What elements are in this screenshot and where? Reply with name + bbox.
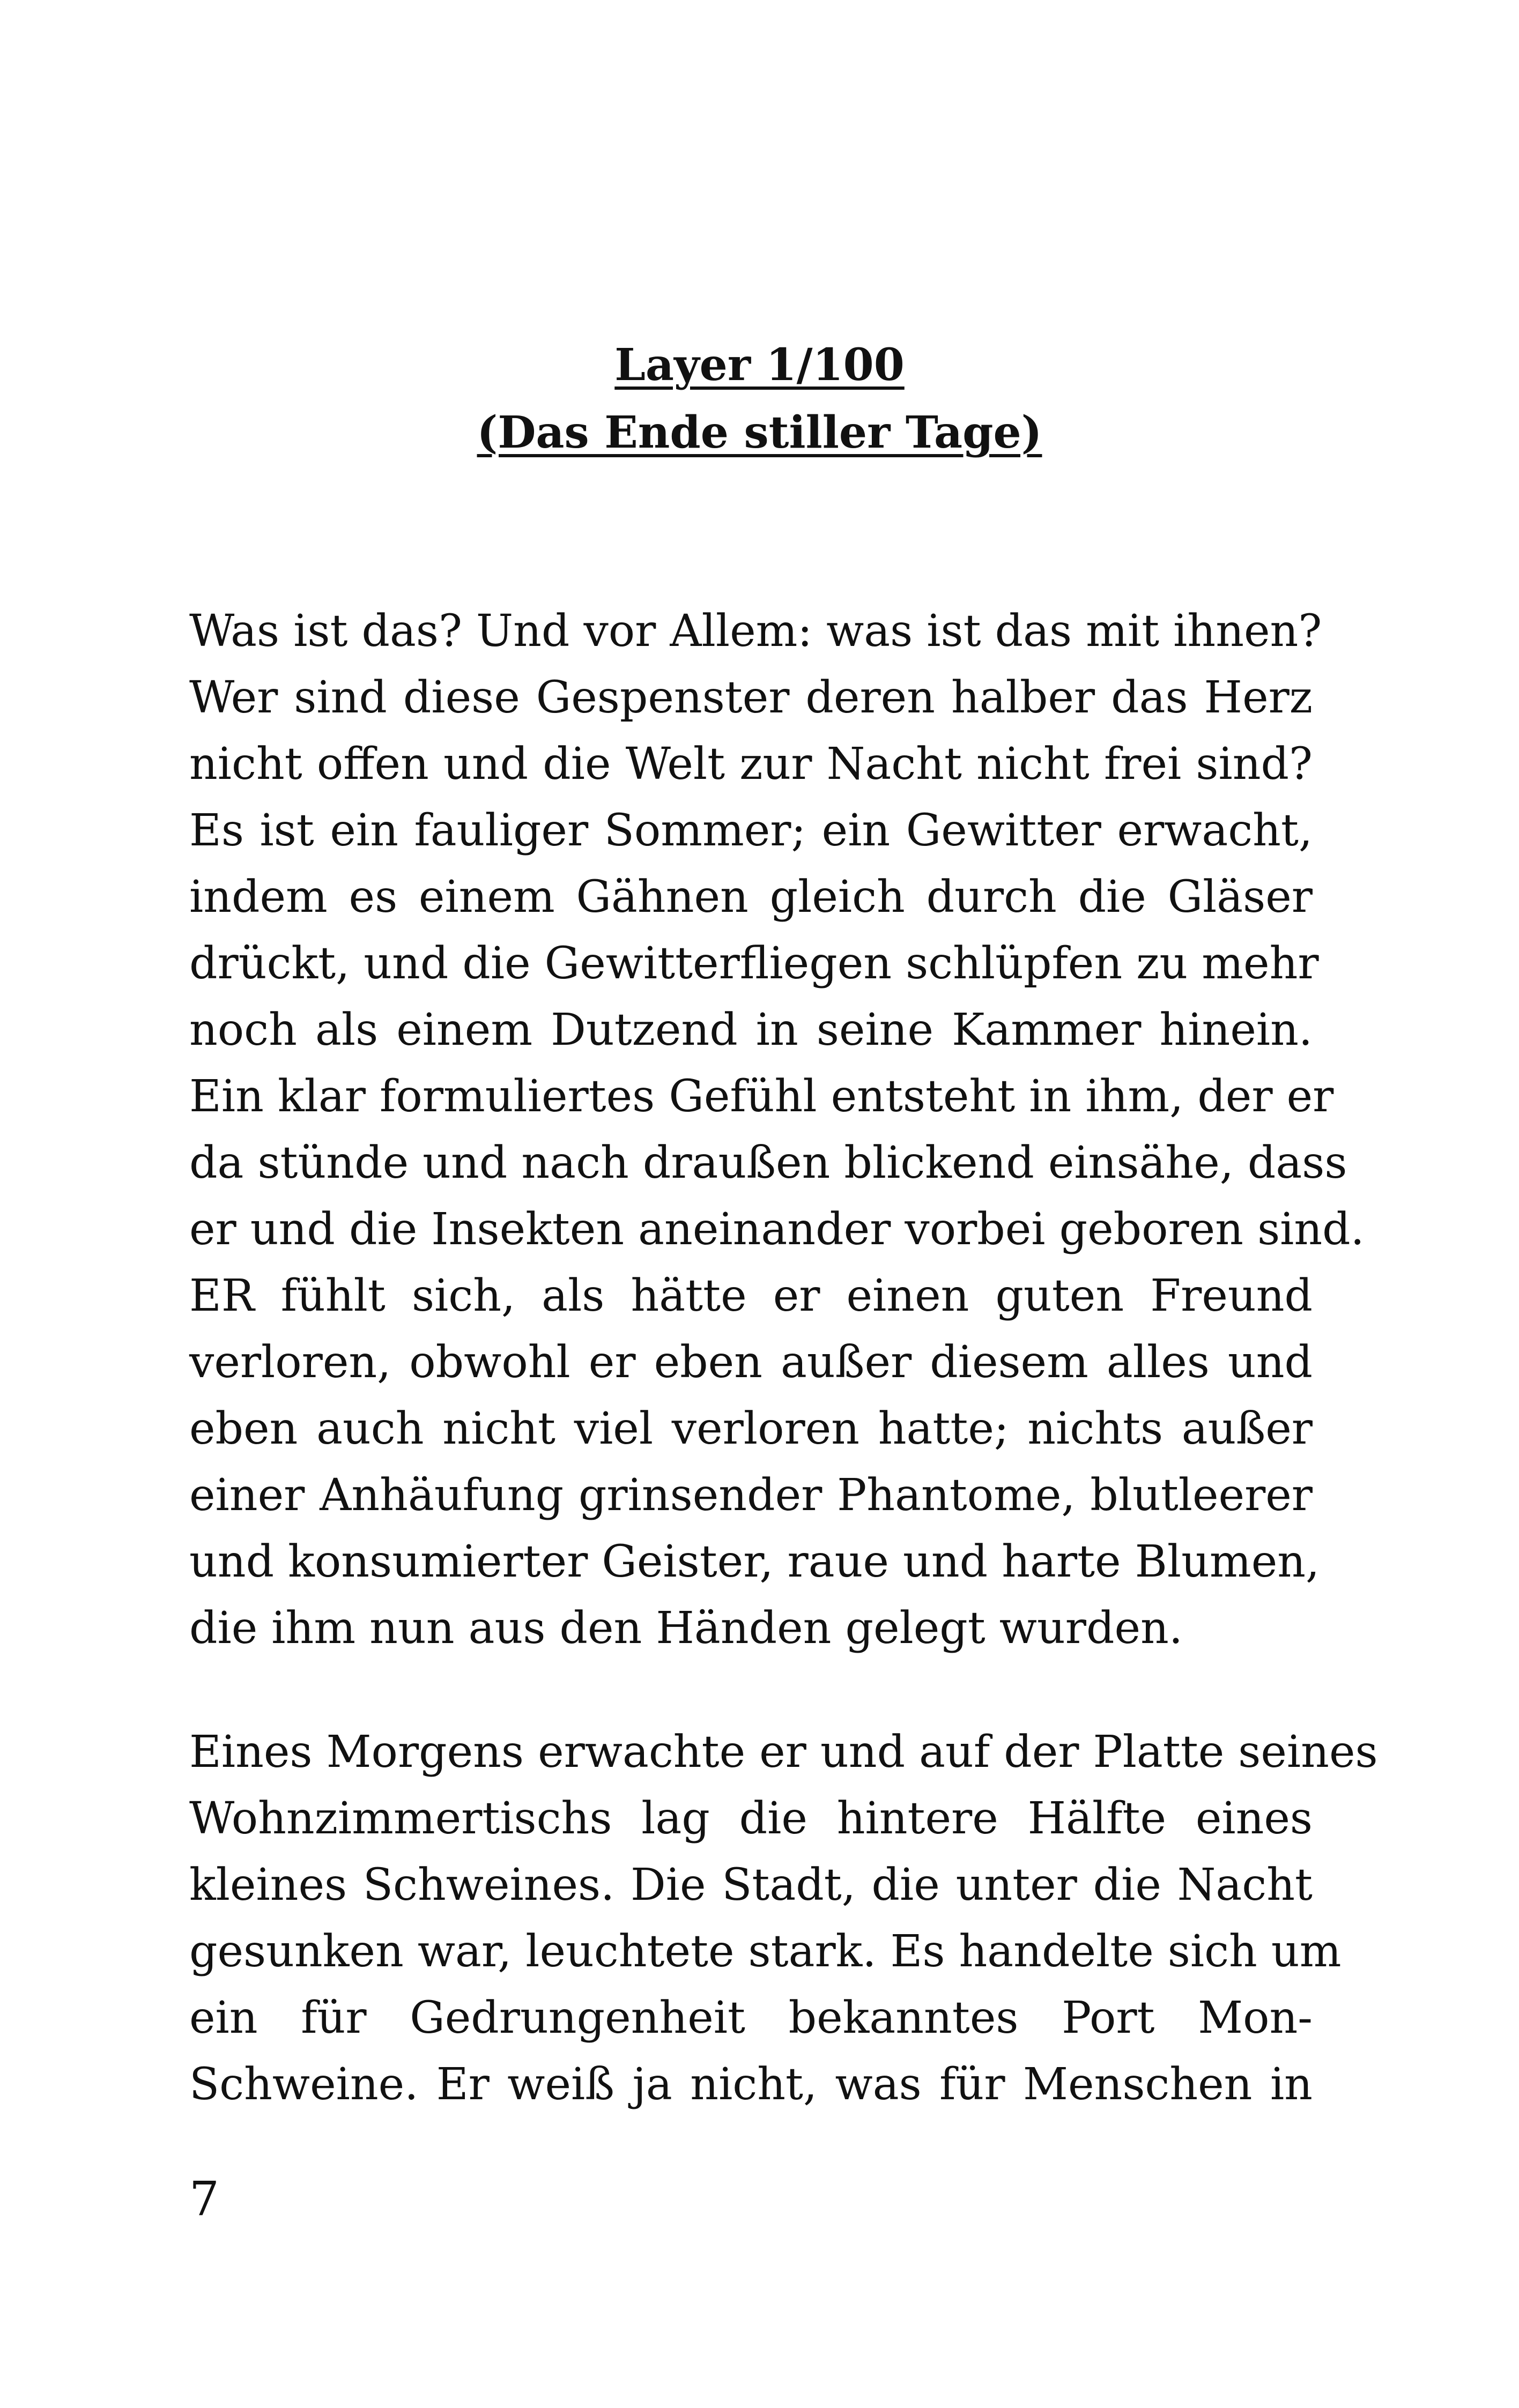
text-line: nicht offen und die Welt zur Nacht nicht frei sind? (189, 739, 1313, 790)
text-line: Ein klar formuliertes Gefühl entsteht in ihm, der er (189, 1071, 1334, 1122)
chapter-heading (0, 331, 1519, 466)
chapter-subtitle: (Das Ende stiller Tage) (477, 407, 1042, 458)
text-line: drückt, und die Gewitterfliegen schlüpfen zu mehr (189, 938, 1319, 989)
text-line: Schweine. Er weiß ja nicht, was für Menschen in (189, 2059, 1313, 2110)
text-line: und konsumierter Geister, raue und harte Blumen, (189, 1536, 1320, 1587)
text-line: indem es einem Gähnen gleich durch die Gläser (189, 872, 1313, 923)
page-number: 7 (189, 2171, 219, 2226)
text-line: noch als einem Dutzend in seine Kammer hinein. (189, 1005, 1313, 1056)
text-line: Es ist ein fauliger Sommer; ein Gewitter erwacht, (189, 805, 1313, 856)
text-line: einer Anhäufung grinsender Phantome, blutleerer (189, 1470, 1313, 1521)
text-line: ER fühlt sich, als hätte er einen guten Freund (189, 1270, 1313, 1321)
text-line: er und die Insekten aneinander vorbei geboren sind. (189, 1204, 1365, 1255)
text-line: gesunken war, leuchtete stark. Es handelte sich um (189, 1926, 1342, 1977)
text-line: die ihm nun aus den Händen gelegt wurden. (189, 1603, 1183, 1654)
text-line: Eines Morgens erwachte er und auf der Platte seines (189, 1727, 1378, 1778)
text-line: Was ist das? Und vor Allem: was ist das mit ihnen? (189, 606, 1322, 657)
text-line: verloren, obwohl er eben außer diesem alles und (189, 1337, 1313, 1388)
text-line: Wer sind diese Gespenster deren halber das Herz (189, 672, 1313, 723)
text-line: kleines Schweines. Die Stadt, die unter die Nacht (189, 1860, 1313, 1911)
text-line: Wohnzimmertischs lag die hintere Hälfte eines (189, 1793, 1313, 1844)
paragraph-1 (189, 598, 1365, 1662)
text-line: eben auch nicht viel verloren hatte; nichts außer (189, 1403, 1313, 1454)
paragraph-2 (189, 1719, 1378, 2118)
text-line: da stünde und nach draußen blickend einsähe, dass (189, 1138, 1347, 1188)
chapter-title: Layer 1/100 (614, 339, 905, 391)
text-line: ein für Gedrungenheit bekanntes Port Mon- (189, 1993, 1313, 2043)
